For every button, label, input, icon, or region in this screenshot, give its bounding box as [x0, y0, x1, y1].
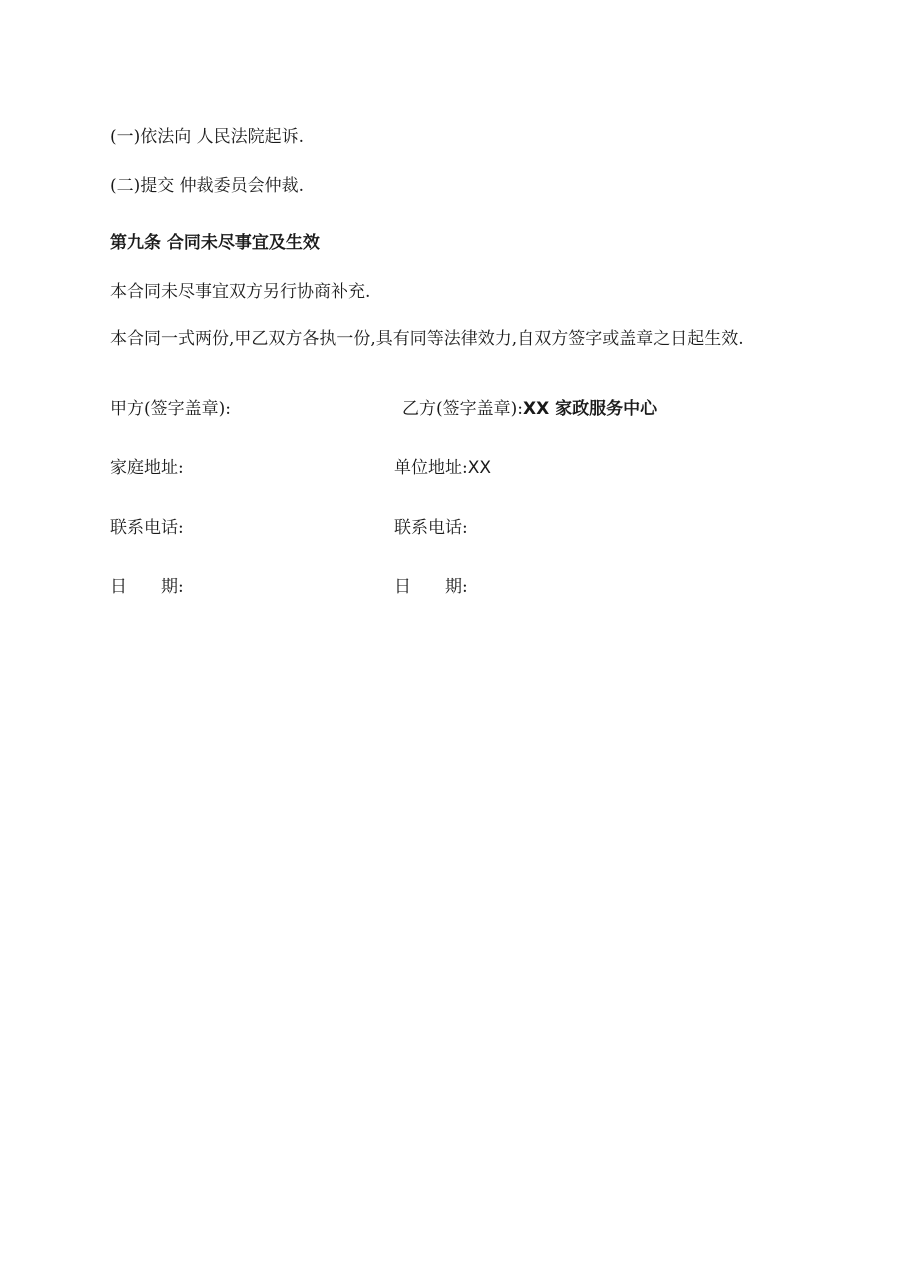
party-b-signature-label: 乙方(签字盖章):	[402, 399, 523, 419]
party-b-address-label: 单位地址:	[394, 458, 468, 478]
party-a-date-char-2: 期:	[161, 577, 184, 597]
party-b-phone-label: 联系电话:	[394, 518, 468, 538]
signature-row	[110, 398, 810, 422]
party-b-signature	[402, 398, 657, 420]
party-a-signature-label: 甲方(签字盖章):	[110, 399, 231, 419]
phone-row	[110, 517, 810, 541]
party-b-address-value: XX	[467, 458, 492, 478]
party-b-date-label	[394, 576, 468, 598]
party-b-name: XX 家政服务中心	[523, 399, 658, 419]
clause-item-1: (一)依法向 人民法院起诉.	[110, 127, 305, 147]
clause-item-2: (二)提交 仲裁委员会仲裁.	[110, 176, 305, 196]
article-9-paragraph-1: 本合同未尽事宜双方另行协商补充.	[110, 282, 371, 302]
article-9-paragraph-2: 本合同一式两份,甲乙双方各执一份,具有同等法律效力,自双方签字或盖章之日起生效.	[110, 329, 744, 349]
address-row	[110, 457, 810, 481]
party-b-address	[394, 457, 491, 479]
party-b-date-char-2: 期:	[445, 577, 468, 597]
party-a-address-label: 家庭地址:	[110, 458, 184, 478]
party-a-date-label	[110, 576, 184, 598]
party-b-date-char-1: 日	[394, 577, 411, 597]
date-row	[110, 576, 810, 600]
party-a-phone-label: 联系电话:	[110, 518, 184, 538]
article-9-title: 第九条 合同未尽事宜及生效	[110, 233, 320, 253]
party-a-date-char-1: 日	[110, 577, 127, 597]
